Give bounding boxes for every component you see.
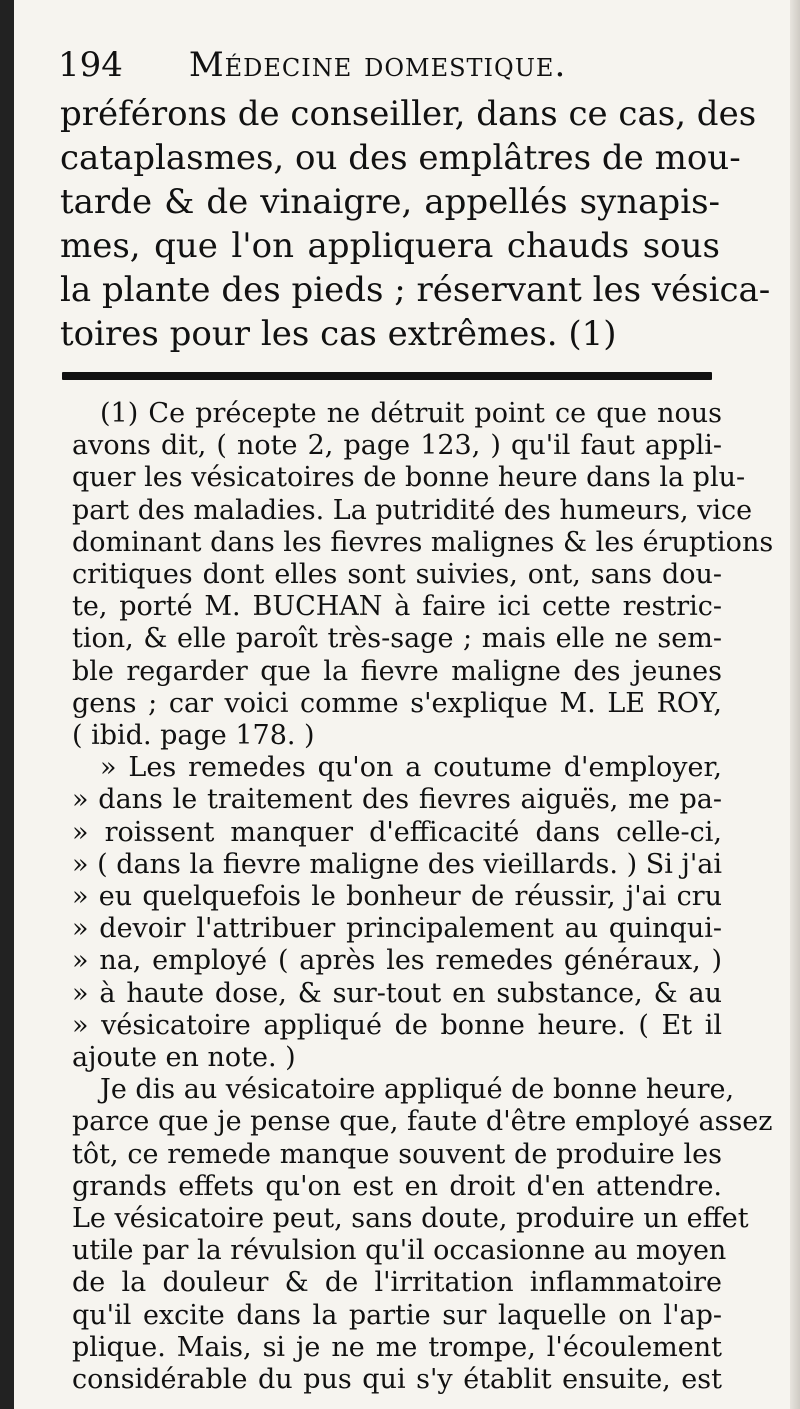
footnote-line: Le vésicatoire peut, sans doute, produire un effet <box>72 1203 749 1235</box>
footnote-line: utile par la révulsion qu'il occasionne au moyen <box>72 1235 727 1267</box>
footnote-line: ( ibid. page 178. ) <box>72 720 315 752</box>
main-text-line: préférons de conseiller, dans ce cas, des <box>60 94 757 134</box>
page-number: 194 <box>58 45 123 85</box>
footnote-line: Je dis au vésicatoire appliqué de bonne heure, <box>100 1074 735 1106</box>
footnote-line: » Les remedes qu'on a coutume d'employer, <box>100 752 722 784</box>
footnote-line: tion, & elle paroît très-sage ; mais elle ne sem- <box>72 623 722 655</box>
footnote-line: » devoir l'attribuer principalement au quinqui- <box>72 913 722 945</box>
footnote <box>72 398 774 1396</box>
footnote-line: » roissent manquer d'efficacité dans celle-ci, <box>72 816 722 848</box>
footnote-line: ajoute en note. ) <box>72 1042 296 1074</box>
footnote-line: (1) Ce précepte ne détruit point ce que nous <box>100 398 722 429</box>
footnote-line: quer les vésicatoires de bonne heure dans la plu- <box>72 462 746 494</box>
footnote-line: » eu quelquefois le bonheur de réussir, j'ai cru <box>72 881 722 913</box>
main-text <box>60 92 771 356</box>
footnote-line: tôt, ce remede manque souvent de produire les <box>72 1138 722 1170</box>
footnote-line: qu'il excite dans la partie sur laquelle on l'ap- <box>72 1299 722 1331</box>
page-edge <box>790 0 800 1409</box>
footnote-line: avons dit, ( note 2, page 123, ) qu'il faut appli- <box>72 430 722 462</box>
main-text-line: la plante des pieds ; réservant les vésica- <box>60 270 771 310</box>
footnote-line: ble regarder que la fievre maligne des jeunes <box>72 655 722 687</box>
footnote-line: gens ; car voici comme s'explique M. LE ROY, <box>72 687 722 719</box>
running-title: Médecine domestique. <box>188 45 567 85</box>
footnote-line: parce que je pense que, faute d'être employé assez <box>72 1106 773 1138</box>
page-gutter-shadow <box>0 0 14 1409</box>
footnote-line: part des maladies. La putridité des humeurs, vice <box>72 494 753 526</box>
main-text-line: toires pour les cas extrêmes. (1) <box>60 314 617 354</box>
footnote-line: de la douleur & de l'irritation inflammatoire <box>72 1267 722 1299</box>
footnote-line: » à haute dose, & sur-tout en substance, & au <box>72 977 722 1009</box>
footnote-line: » vésicatoire appliqué de bonne heure. ( Et il <box>72 1009 722 1041</box>
main-text-line: mes, que l'on appliquera chauds sous <box>60 226 720 266</box>
footnote-line: dominant dans les fievres malignes & les éruptions <box>72 526 774 558</box>
footnote-line: » na, employé ( après les remedes généraux, ) <box>72 945 722 977</box>
footnote-line: te, porté M. BUCHAN à faire ici cette restric- <box>72 591 722 623</box>
footnote-line: grands effets qu'on est en droit d'en attendre. <box>72 1170 722 1202</box>
footnote-line: considérable du pus qui s'y établit ensuite, est <box>72 1364 722 1396</box>
main-text-line: tarde & de vinaigre, appellés synapis- <box>60 182 720 222</box>
page-header <box>58 40 758 90</box>
footnote-separator-rule <box>62 372 712 380</box>
footnote-line: » ( dans la fievre maligne des vieillards. ) Si j'ai <box>72 848 722 880</box>
footnote-line: plique. Mais, si je ne me trompe, l'écoulement <box>72 1331 722 1363</box>
footnote-line: » dans le traitement des fievres aiguës, me pa- <box>72 784 722 816</box>
main-text-line: cataplasmes, ou des emplâtres de mou- <box>60 138 741 178</box>
footnote-line: critiques dont elles sont suivies, ont, sans dou- <box>72 559 722 591</box>
